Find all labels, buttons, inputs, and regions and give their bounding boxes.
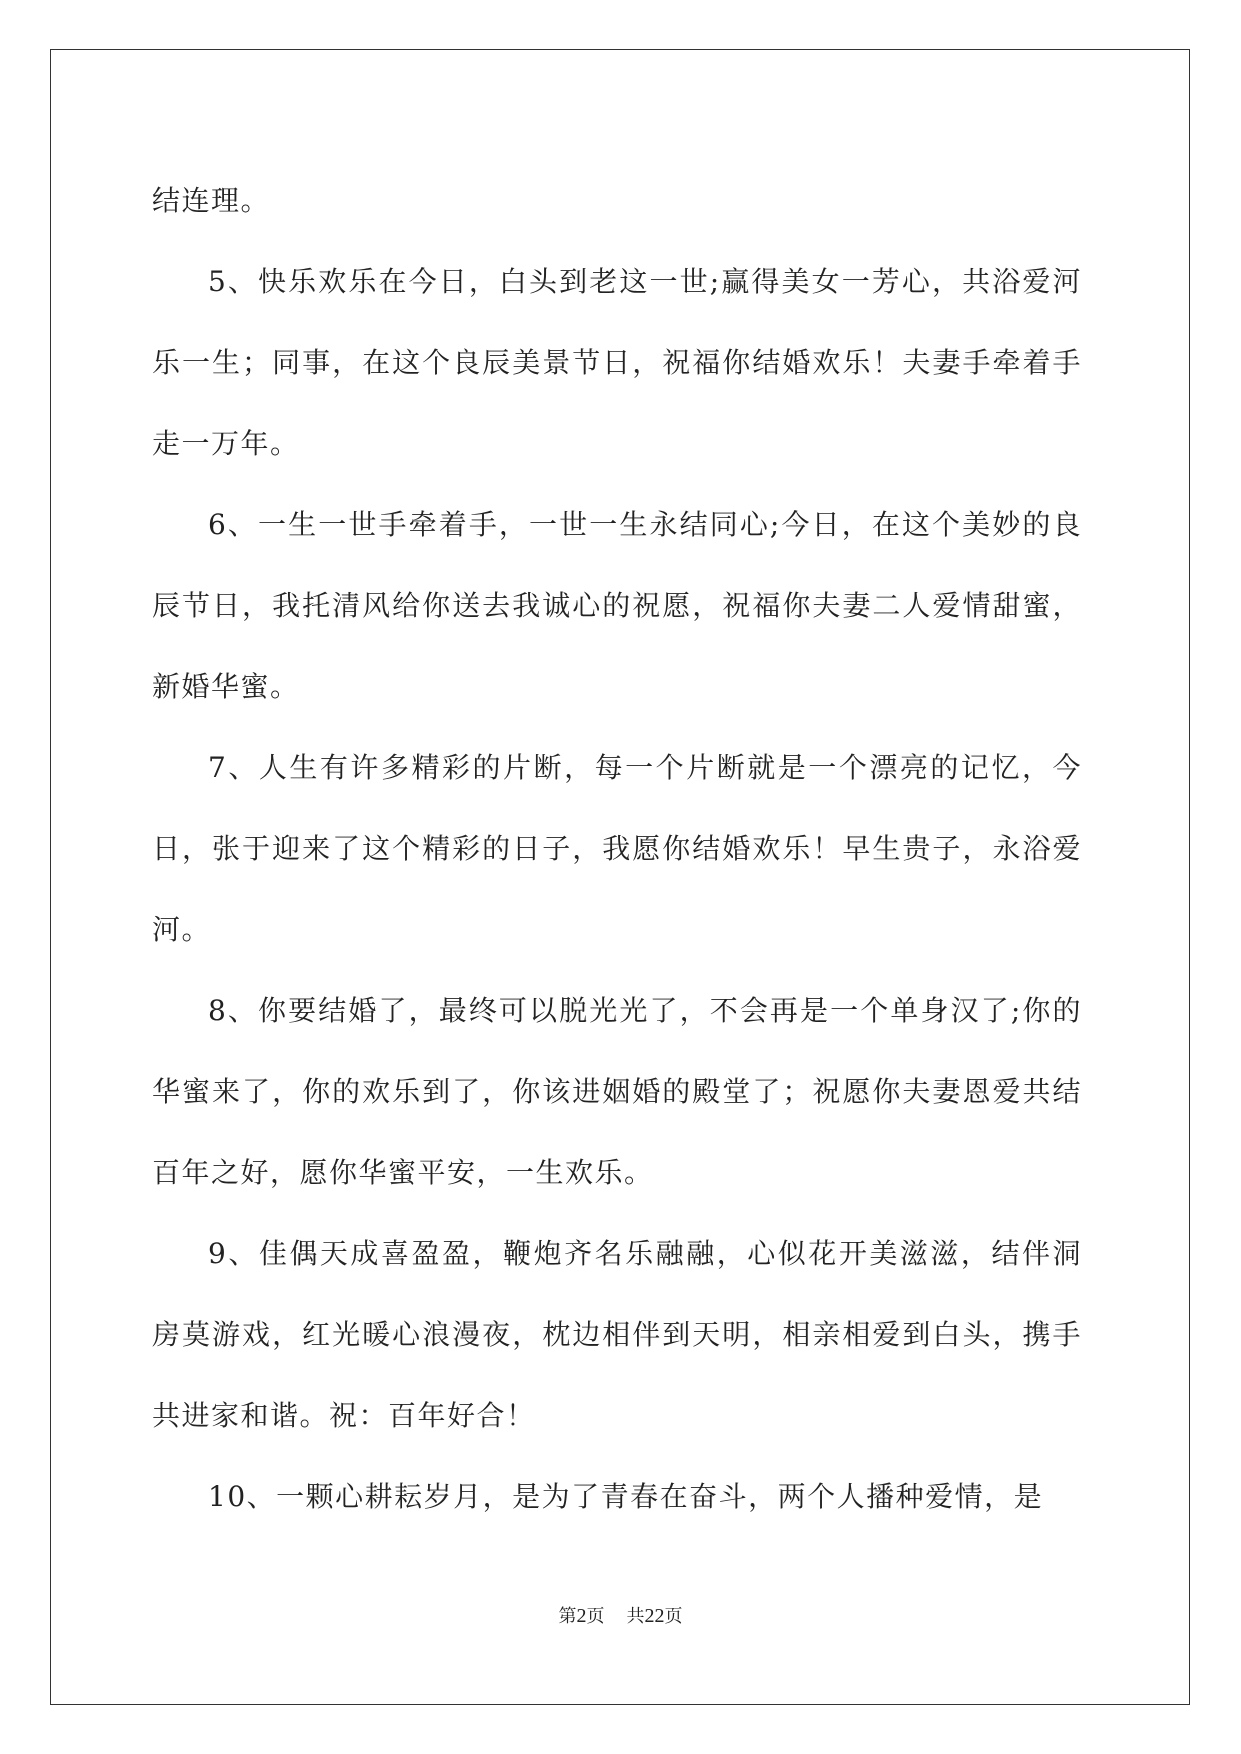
page-suffix: 页 xyxy=(586,1606,605,1627)
total-pages: 22 xyxy=(644,1605,665,1627)
paragraph-item-6: 6、一生一世手牵着手，一世一生永结同心;今日，在这个美妙的良辰节日，我托清风给你送去我诚心的祝愿，祝福你夫妻二人爱情甜蜜，新婚华蜜。 xyxy=(152,508,1082,703)
paragraph-item-10: 10、一颗心耕耘岁月，是为了青春在奋斗，两个人播种爱情，是 xyxy=(208,1480,1044,1513)
paragraph-item-7: 7、人生有许多精彩的片断，每一个片断就是一个漂亮的记忆，今日，张于迎来了这个精彩的日子，我愿你结婚欢乐！早生贵子，永浴爱河。 xyxy=(152,751,1082,946)
paragraph-item-9: 9、佳偶天成喜盈盈，鞭炮齐名乐融融，心似花开美滋滋，结伴洞房莫游戏，红光暖心浪漫夜，枕边相伴到天明，相亲相爱到白头，携手共进家和谐。祝：百年好合！ xyxy=(152,1237,1082,1432)
total-suffix: 页 xyxy=(664,1606,683,1627)
page-prefix: 第 xyxy=(558,1606,577,1627)
total-prefix: 共 xyxy=(626,1606,645,1627)
page-footer xyxy=(0,1602,1241,1628)
paragraph-continuation: 结连理。 xyxy=(152,184,271,217)
page-number: 2 xyxy=(576,1605,587,1627)
paragraph-item-5: 5、快乐欢乐在今日，白头到老这一世;赢得美女一芳心，共浴爱河乐一生；同事，在这个良辰美景节日，祝福你结婚欢乐！夫妻手牵着手走一万年。 xyxy=(152,265,1082,460)
document-body xyxy=(152,160,1082,1537)
paragraph-item-8: 8、你要结婚了，最终可以脱光光了，不会再是一个单身汉了;你的华蜜来了，你的欢乐到了，你该进姻婚的殿堂了；祝愿你夫妻恩爱共结百年之好，愿你华蜜平安，一生欢乐。 xyxy=(152,994,1082,1189)
